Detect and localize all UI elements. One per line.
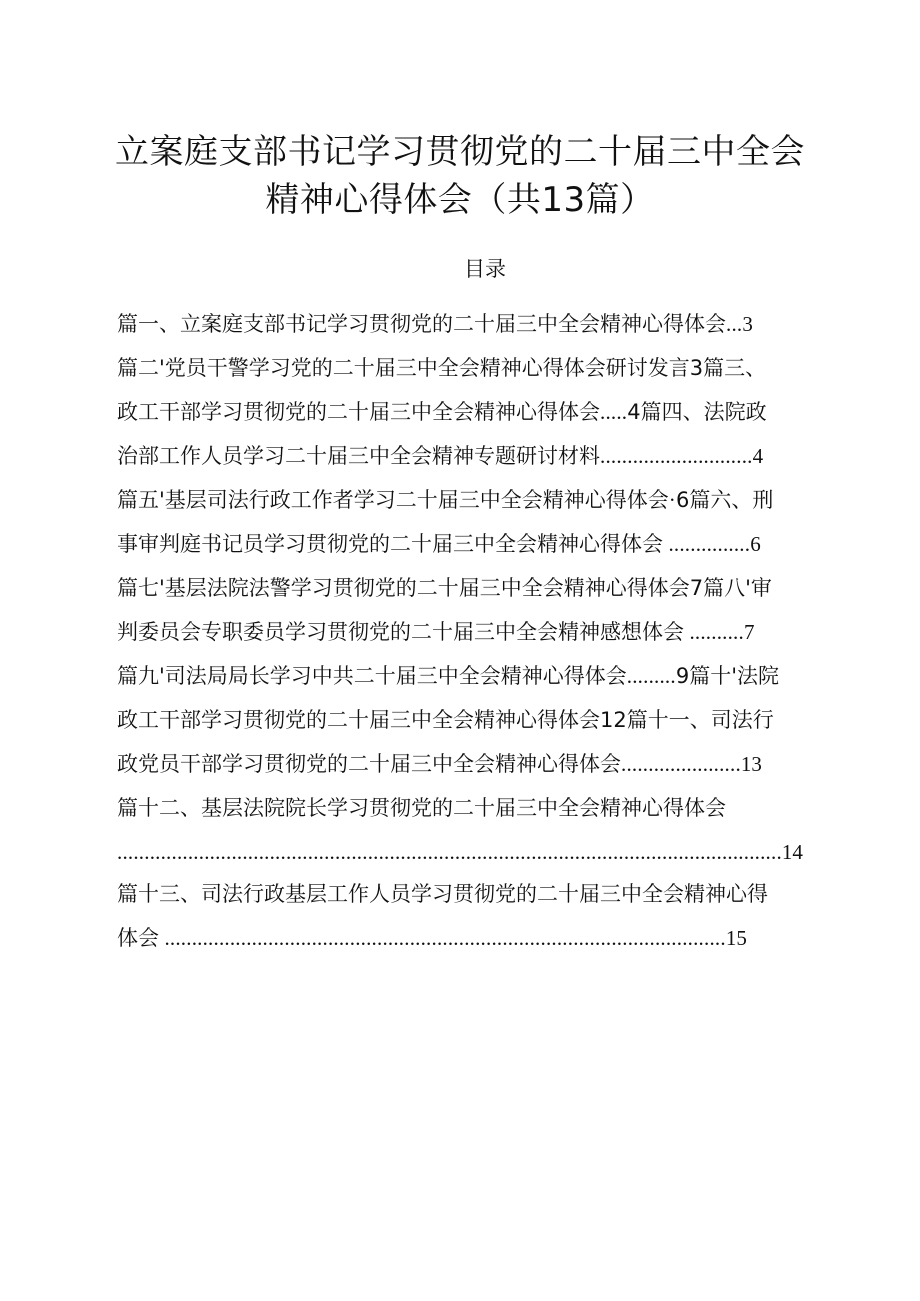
toc-line-text: 政工干部学习贯彻党的二十届三中全会精神心得体会: [117, 400, 600, 424]
toc-line-text: 篇十三、司法行政基层工作人员学习贯彻党的二十届三中全会精神心得: [117, 882, 768, 906]
toc-line: [117, 352, 766, 384]
toc-line-text: 事审判庭书记员学习贯彻党的二十届三中全会精神心得体会: [117, 532, 663, 556]
toc-line-text: 政工干部学习贯彻党的二十届三中全会精神心得体会12篇十一、司法行: [117, 708, 774, 732]
toc-line-page: 7: [743, 620, 755, 644]
toc-line-page: 4篇四、法院政: [627, 400, 767, 424]
toc-line-dots: .....: [600, 400, 628, 424]
toc-line-dots: ......................: [621, 752, 741, 776]
toc-line-text: 篇十二、基层法院院长学习贯彻党的二十届三中全会精神心得体会: [117, 796, 726, 820]
toc-line: [117, 616, 754, 648]
toc-line-text: 篇二'党员干警学习党的二十届三中全会精神心得体会研讨发言3篇三、: [117, 356, 767, 380]
document-title-line-2: 精神心得体会（共13篇）: [265, 180, 655, 220]
toc-line-text: 体会: [117, 926, 159, 950]
toc-line-dots: ..........: [684, 620, 744, 644]
toc-line: [117, 748, 762, 780]
toc-line-text: 篇五'基层司法行政工作者学习二十届三中全会精神心得体会: [117, 488, 669, 512]
toc-line-page: 14: [781, 840, 803, 864]
toc-line-dots: ...............: [663, 532, 751, 556]
toc-line-page: 15: [725, 926, 747, 950]
toc-line-text: 篇一、立案庭支部书记学习贯彻党的二十届三中全会精神心得体会: [117, 312, 726, 336]
toc-heading: 目录: [464, 257, 506, 281]
toc-line: [117, 396, 767, 428]
toc-line: [117, 484, 773, 516]
toc-line: [117, 704, 774, 736]
toc-line-text: 判委员会专职委员学习贯彻党的二十届三中全会精神感想体会: [117, 620, 684, 644]
toc-line-page: 3: [742, 312, 753, 336]
toc-line-text: 篇九'司法局局长学习中共二十届三中全会精神心得体会: [117, 664, 627, 688]
toc-line-dots: .......................................................................................................: [159, 926, 726, 950]
toc-line-dots: ............................: [600, 444, 753, 468]
toc-line: [117, 836, 803, 868]
toc-line-text: 篇七'基层法院法警学习贯彻党的二十届三中全会精神心得体会7篇八'审: [117, 576, 772, 600]
toc-line: [117, 660, 779, 692]
toc-line-page: 6: [750, 532, 761, 556]
toc-line: [117, 792, 726, 824]
toc-line: [117, 308, 753, 340]
toc-line: [117, 922, 747, 954]
toc-line-dots: ...: [726, 312, 743, 336]
toc-line: [117, 878, 768, 910]
toc-line: [117, 572, 772, 604]
toc-line-page: 4: [752, 444, 764, 468]
toc-line-page: 9篇十'法院: [675, 664, 779, 688]
document-title-line-1: 立案庭支部书记学习贯彻党的二十届三中全会: [115, 132, 805, 172]
toc-line: [117, 528, 761, 560]
toc-line-text: 治部工作人员学习二十届三中全会精神专题研讨材料: [117, 444, 600, 468]
toc-line-dots: .........: [626, 664, 676, 688]
toc-line-dots: ·: [668, 488, 676, 512]
toc-line-page: 13: [740, 752, 762, 776]
toc-line-page: 6篇六、刑: [675, 488, 774, 512]
toc-line-dots: ..........................................................................................................................: [117, 840, 782, 864]
toc-line-text: 政党员干部学习贯彻党的二十届三中全会精神心得体会: [117, 752, 621, 776]
toc-line: [117, 440, 763, 472]
